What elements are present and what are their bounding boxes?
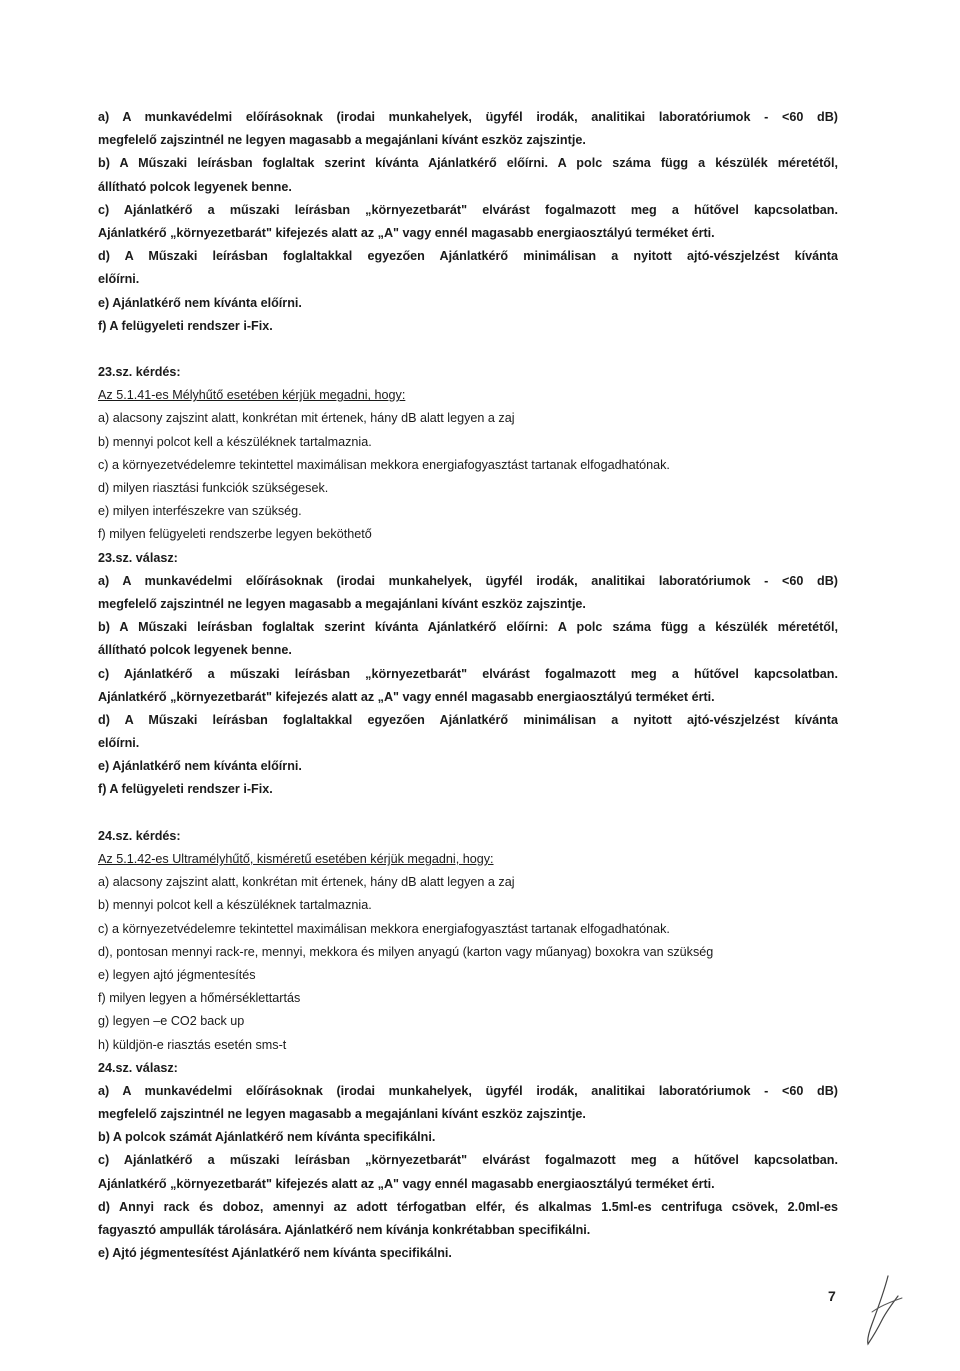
- answer-line: f) A felügyeleti rendszer i-Fix.: [98, 318, 273, 333]
- answer-line: c) Ajánlatkérő a műszaki leírásban „környezetbarát" elvárást fogalmazott meg a hűtővel kapcsolatban.: [98, 666, 838, 681]
- answer-line: fagyasztó ampullák tárolására. Ajánlatkérő nem kívánja konkrétabban specifikálni.: [98, 1223, 591, 1237]
- answer-heading: 23.sz. válasz:: [98, 550, 178, 565]
- answer-line: Ajánlatkérő „környezetbarát" kifejezés alatt az „A" vagy ennél magasabb energiaosztályú terméket érti.: [98, 1176, 715, 1191]
- answer-line: előírni.: [98, 272, 140, 287]
- spacer: [98, 338, 838, 361]
- question-heading: 23.sz. kérdés:: [98, 365, 181, 380]
- question-item: c) a környezetvédelemre tekintettel maximálisan mekkora energiafogyasztást tartanak elfogadhatónak.: [98, 457, 670, 472]
- question-item: f) milyen felügyeleti rendszerbe legyen beköthető: [98, 527, 372, 542]
- answer-line: c) Ajánlatkérő a műszaki leírásban „környezetbarát" elvárást fogalmazott meg a hűtővel kapcsolatban.: [98, 202, 838, 217]
- spacer: [98, 802, 838, 825]
- answer-line: megfelelő zajszintnél ne legyen magasabb a megajánlani kívánt eszköz zajszintje.: [98, 1107, 586, 1122]
- handwritten-initials: [858, 1272, 908, 1348]
- document-body: [98, 106, 838, 1265]
- answer-line: f) A felügyeleti rendszer i-Fix.: [98, 782, 273, 797]
- answer-line: Ajánlatkérő „környezetbarát" kifejezés alatt az „A" vagy ennél magasabb energiaosztályú terméket érti.: [98, 689, 715, 704]
- question-item: e) legyen ajtó jégmentesítés: [98, 967, 256, 982]
- answer-line: b) A polcok számát Ajánlatkérő nem kívánta specifikálni.: [98, 1130, 436, 1145]
- answer-line: b) A Műszaki leírásban foglaltak szerint kívánta Ajánlatkérő előírni: A polc száma függ a készülék méretétől,: [98, 620, 838, 635]
- page-number: 7: [828, 1288, 836, 1304]
- answer-line: d) A Műszaki leírásban foglaltakkal egyezően Ajánlatkérő minimálisan a nyitott ajtó-vészjelzést kívánta: [98, 712, 838, 727]
- question-item: c) a környezetvédelemre tekintettel maximálisan mekkora energiafogyasztást tartanak elfogadhatónak.: [98, 921, 670, 936]
- answer-line: d) Annyi rack és doboz, amennyi az adott térfogatban elfér, és alkalmas 1.5ml-es centrifuga csövek, 2.0ml-es: [98, 1199, 838, 1214]
- answer-line: e) Ajtó jégmentesítést Ajánlatkérő nem kívánta specifikálni.: [98, 1246, 452, 1261]
- question-item: a) alacsony zajszint alatt, konkrétan mit értenek, hány dB alatt legyen a zaj: [98, 411, 515, 426]
- answer-line: állítható polcok legyenek benne.: [98, 179, 292, 194]
- answer-line: a) A munkavédelmi előírásoknak (irodai munkahelyek, ügyfél irodák, analitikai laboratóriumok - <60 dB): [98, 1083, 838, 1098]
- answer-line: Ajánlatkérő „környezetbarát" kifejezés alatt az „A" vagy ennél magasabb energiaosztályú terméket érti.: [98, 225, 715, 240]
- question-item: b) mennyi polcot kell a készüléknek tartalmaznia.: [98, 898, 372, 913]
- question-item: b) mennyi polcot kell a készüléknek tartalmaznia.: [98, 434, 372, 449]
- answer-23: [98, 547, 838, 802]
- question-item: d) milyen riasztási funkciók szükségesek.: [98, 481, 329, 495]
- answer-line: megfelelő zajszintnél ne legyen magasabb a megajánlani kívánt eszköz zajszintje.: [98, 133, 586, 148]
- question-item: g) legyen –e CO2 back up: [98, 1014, 245, 1029]
- question-intro: Az 5.1.41-es Mélyhűtő esetében kérjük megadni, hogy:: [98, 388, 406, 403]
- answer-line: előírni.: [98, 736, 140, 751]
- answer-line: a) A munkavédelmi előírásoknak (irodai munkahelyek, ügyfél irodák, analitikai laboratóriumok - <60 dB): [98, 573, 838, 588]
- question-item: h) küldjön-e riasztás esetén sms-t: [98, 1037, 287, 1052]
- answer-line: d) A Műszaki leírásban foglaltakkal egyezően Ajánlatkérő minimálisan a nyitott ajtó-vészjelzést kívánta: [98, 249, 838, 264]
- answer-line: a) A munkavédelmi előírásoknak (irodai munkahelyek, ügyfél irodák, analitikai laboratóriumok - <60 dB): [98, 110, 838, 124]
- answer-heading: 24.sz. válasz:: [98, 1060, 178, 1075]
- answer-line: állítható polcok legyenek benne.: [98, 643, 292, 658]
- answer-line: megfelelő zajszintnél ne legyen magasabb a megajánlani kívánt eszköz zajszintje.: [98, 596, 586, 611]
- answer-line: e) Ajánlatkérő nem kívánta előírni.: [98, 295, 302, 310]
- question-item: a) alacsony zajszint alatt, konkrétan mit értenek, hány dB alatt legyen a zaj: [98, 875, 515, 890]
- question-intro: Az 5.1.42-es Ultramélyhűtő, kisméretű esetében kérjük megadni, hogy:: [98, 852, 494, 866]
- answer-24: [98, 1057, 838, 1266]
- answer-line: c) Ajánlatkérő a műszaki leírásban „környezetbarát" elvárást fogalmazott meg a hűtővel kapcsolatban.: [98, 1153, 838, 1168]
- answer-line: e) Ajánlatkérő nem kívánta előírni.: [98, 759, 302, 774]
- question-item: f) milyen legyen a hőmérséklettartás: [98, 991, 301, 1006]
- question-24: [98, 825, 838, 1057]
- question-23: [98, 361, 838, 547]
- previous-answer-block: [98, 106, 838, 338]
- question-item: e) milyen interfészekre van szükség.: [98, 504, 302, 519]
- question-heading: 24.sz. kérdés:: [98, 828, 181, 843]
- question-item: d), pontosan mennyi rack-re, mennyi, mekkora és milyen anyagú (karton vagy műanyag) boxokra van szükség: [98, 944, 714, 959]
- answer-line: b) A Műszaki leírásban foglaltak szerint kívánta Ajánlatkérő előírni. A polc száma függ a készülék méretétől,: [98, 156, 838, 171]
